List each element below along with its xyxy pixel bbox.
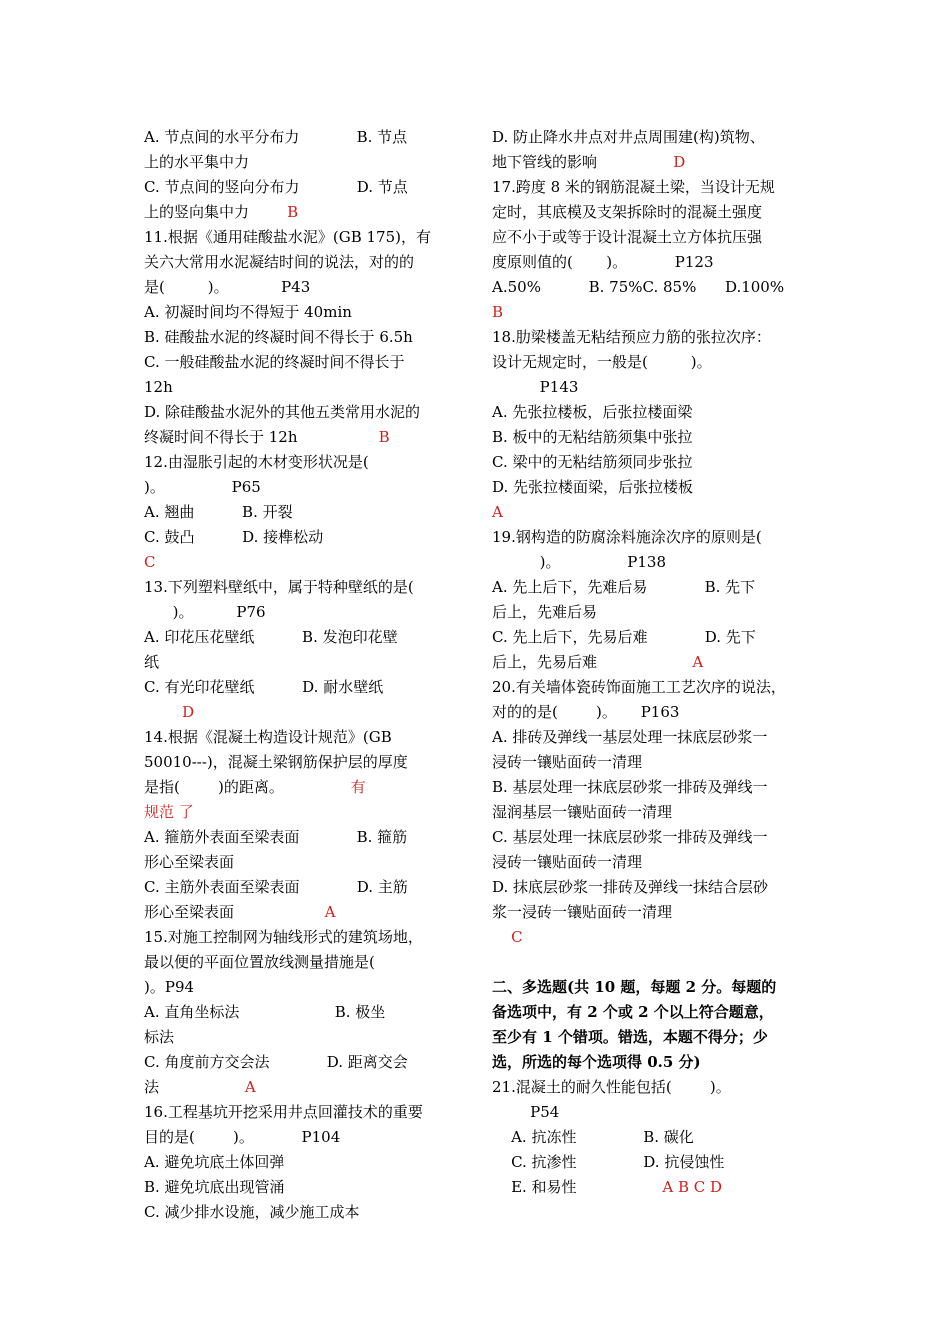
text-line bbox=[144, 675, 459, 700]
text-line bbox=[492, 1025, 814, 1050]
text-line bbox=[144, 700, 459, 725]
text-line bbox=[144, 1075, 459, 1100]
line-text: 12.由湿胀引起的木材变形状况是( bbox=[144, 453, 369, 471]
text-line bbox=[144, 600, 459, 625]
answer-mark: C bbox=[144, 553, 156, 571]
text-line bbox=[492, 500, 814, 525]
text-line bbox=[144, 1025, 459, 1050]
line-text: C. 鼓凸 D. 接榫松动 bbox=[144, 528, 324, 546]
line-text: C. 一般硅酸盐水泥的终凝时间不得长于 bbox=[144, 353, 405, 371]
line-text: 16.工程基坑开挖采用井点回灌技术的重要 bbox=[144, 1103, 423, 1121]
line-text: B. 避免坑底出现管涌 bbox=[144, 1178, 285, 1196]
line-text: 二、多选题(共 10 题，每题 2 分。每题的 bbox=[492, 978, 777, 996]
line-text: C. 有光印花壁纸 D. 耐水壁纸 bbox=[144, 678, 384, 696]
answer-mark: A bbox=[492, 503, 503, 521]
answer-mark: A B C D bbox=[576, 1178, 723, 1196]
text-line bbox=[492, 375, 814, 400]
text-line bbox=[144, 550, 459, 575]
line-text: )。 P65 bbox=[144, 478, 261, 496]
line-text: A. 箍筋外表面至梁表面 B. 箍筋 bbox=[144, 828, 408, 846]
text-line bbox=[492, 400, 814, 425]
text-line bbox=[144, 1050, 459, 1075]
line-text: C. 梁中的无粘结筋须同步张拉 bbox=[492, 453, 693, 471]
line-text: 至少有 1 个错项。错选，本题不得分；少 bbox=[492, 1028, 768, 1046]
text-line bbox=[492, 300, 814, 325]
text-line bbox=[144, 525, 459, 550]
line-text: 形心至梁表面 bbox=[144, 853, 235, 871]
text-line bbox=[144, 150, 459, 175]
line-text: A. 初凝时间均不得短于 40min bbox=[144, 303, 352, 321]
line-text: )。P94 bbox=[144, 978, 195, 996]
line-text: C. 主筋外表面至梁表面 D. 主筋 bbox=[144, 878, 408, 896]
line-text: 18.肋梁楼盖无粘结预应力筋的张拉次序： bbox=[492, 328, 771, 346]
line-text: 度原则值的( )。 P123 bbox=[492, 253, 714, 271]
text-line bbox=[492, 1100, 814, 1125]
right-column bbox=[492, 125, 814, 1200]
line-text: 终凝时间不得长于 12h bbox=[144, 428, 298, 446]
text-line bbox=[144, 375, 459, 400]
line-text: 15.对施工控制网为轴线形式的建筑场地， bbox=[144, 928, 423, 946]
text-line bbox=[144, 975, 459, 1000]
text-line bbox=[144, 475, 459, 500]
text-line bbox=[144, 925, 459, 950]
text-line bbox=[492, 450, 814, 475]
text-line bbox=[492, 325, 814, 350]
line-text: D. 先张拉楼面梁，后张拉楼板 bbox=[492, 478, 694, 496]
text-line bbox=[144, 575, 459, 600]
line-text: 湿润基层一镶贴面砖一清理 bbox=[492, 803, 673, 821]
line-text: P54 bbox=[492, 1103, 560, 1121]
text-line bbox=[144, 225, 459, 250]
line-text: 定时，其底模及支架拆除时的混凝土强度 bbox=[492, 203, 763, 221]
text-line bbox=[144, 1100, 459, 1125]
line-text: 14.根据《混凝土构造设计规范》(GB bbox=[144, 728, 392, 746]
line-text: 17.跨度 8 米的钢筋混凝土梁，当设计无规 bbox=[492, 178, 775, 196]
text-line bbox=[492, 600, 814, 625]
text-line bbox=[144, 1150, 459, 1175]
line-text: A. 抗冻性 B. 碳化 bbox=[492, 1128, 694, 1146]
line-text: A. 排砖及弹线一基层处理一抹底层砂浆一 bbox=[492, 728, 768, 746]
text-line bbox=[492, 200, 814, 225]
text-line bbox=[144, 775, 459, 800]
text-line bbox=[492, 425, 814, 450]
text-line bbox=[144, 875, 459, 900]
answer-mark: C bbox=[492, 928, 523, 946]
line-text: 后上，先难后易 bbox=[492, 603, 598, 621]
line-text: 浆一浸砖一镶贴面砖一清理 bbox=[492, 903, 673, 921]
text-line bbox=[492, 675, 814, 700]
text-line bbox=[492, 1075, 814, 1100]
text-line bbox=[492, 125, 814, 150]
text-line bbox=[144, 125, 459, 150]
text-line bbox=[492, 250, 814, 275]
text-line bbox=[144, 1200, 459, 1225]
text-line bbox=[492, 825, 814, 850]
text-line bbox=[492, 800, 814, 825]
line-text: 是( )。 P43 bbox=[144, 278, 311, 296]
line-text: B. 基层处理一抹底层砂浆一排砖及弹线一 bbox=[492, 778, 768, 796]
line-text: 应不小于或等于设计混凝土立方体抗压强 bbox=[492, 228, 763, 246]
text-line bbox=[144, 800, 459, 825]
text-line bbox=[492, 750, 814, 775]
line-text: 法 bbox=[144, 1078, 160, 1096]
line-text: C. 抗渗性 D. 抗侵蚀性 bbox=[492, 1153, 725, 1171]
text-line bbox=[144, 900, 459, 925]
answer-mark: D bbox=[144, 703, 195, 721]
line-text: 形心至梁表面 bbox=[144, 903, 235, 921]
text-line bbox=[144, 625, 459, 650]
text-line bbox=[144, 1125, 459, 1150]
line-text: P143 bbox=[492, 378, 579, 396]
text-line bbox=[492, 225, 814, 250]
text-line bbox=[492, 625, 814, 650]
text-line bbox=[492, 175, 814, 200]
text-line bbox=[492, 650, 814, 675]
line-text: A. 印花压花壁纸 B. 发泡印花壁 bbox=[144, 628, 398, 646]
text-line bbox=[144, 200, 459, 225]
text-line bbox=[144, 850, 459, 875]
answer-mark: 有 bbox=[283, 778, 366, 796]
line-text: 最以便的平面位置放线测量措施是( bbox=[144, 953, 375, 971]
text-line bbox=[144, 1000, 459, 1025]
line-text: 对的的是( )。 P163 bbox=[492, 703, 680, 721]
line-text: B. 板中的无粘结筋须集中张拉 bbox=[492, 428, 693, 446]
text-line bbox=[144, 300, 459, 325]
line-text: 浸砖一镶贴面砖一清理 bbox=[492, 753, 643, 771]
line-text: 标法 bbox=[144, 1028, 175, 1046]
line-text: 后上，先易后难 bbox=[492, 653, 598, 671]
line-text: 上的竖向集中力 bbox=[144, 203, 250, 221]
text-line bbox=[144, 450, 459, 475]
text-line bbox=[492, 1125, 814, 1150]
text-line bbox=[144, 950, 459, 975]
line-text: A. 避免坑底土体回弹 bbox=[144, 1153, 285, 1171]
line-text: 是指( )的距离。 bbox=[144, 778, 284, 796]
text-line bbox=[144, 250, 459, 275]
text-line bbox=[492, 150, 814, 175]
text-line bbox=[492, 350, 814, 375]
answer-mark: B bbox=[249, 203, 299, 221]
answer-mark: B bbox=[297, 428, 390, 446]
line-text: A.50% B. 75%C. 85% D.100% bbox=[492, 278, 785, 296]
answer-mark: D bbox=[597, 153, 686, 171]
text-line bbox=[492, 1150, 814, 1175]
text-line bbox=[492, 850, 814, 875]
line-text: 11.根据《通用硅酸盐水泥》(GB 175)，有 bbox=[144, 228, 431, 246]
answer-mark: 规范 了 bbox=[144, 803, 194, 821]
line-text: B. 硅酸盐水泥的终凝时间不得长于 6.5h bbox=[144, 328, 413, 346]
line-text: A. 直角坐标法 B. 极坐 bbox=[144, 1003, 386, 1021]
text-line bbox=[492, 900, 814, 925]
text-line bbox=[144, 1175, 459, 1200]
text-line bbox=[492, 275, 814, 300]
text-line bbox=[144, 650, 459, 675]
text-line bbox=[492, 975, 814, 1000]
text-line bbox=[492, 725, 814, 750]
line-text: 浸砖一镶贴面砖一清理 bbox=[492, 853, 643, 871]
line-text: 目的是( )。 P104 bbox=[144, 1128, 341, 1146]
text-line bbox=[492, 475, 814, 500]
line-text: 选，所选的每个选项得 0.5 分) bbox=[492, 1053, 701, 1071]
line-text: C. 节点间的竖向分布力 D. 节点 bbox=[144, 178, 408, 196]
line-text: C. 减少排水设施，减少施工成本 bbox=[144, 1203, 360, 1221]
line-text: D. 抹底层砂浆一排砖及弹线一抹结合层砂 bbox=[492, 878, 769, 896]
text-line bbox=[144, 725, 459, 750]
line-text: 备选项中，有 2 个或 2 个以上符合题意， bbox=[492, 1003, 774, 1021]
text-line bbox=[492, 925, 814, 950]
answer-mark: A bbox=[597, 653, 704, 671]
line-text: E. 和易性 bbox=[492, 1178, 577, 1196]
text-line bbox=[144, 750, 459, 775]
line-text: A. 先上后下，先难后易 B. 先下 bbox=[492, 578, 756, 596]
text-line bbox=[492, 1050, 814, 1075]
line-text: A. 先张拉楼板，后张拉楼面梁 bbox=[492, 403, 693, 421]
text-line bbox=[144, 425, 459, 450]
line-text: 上的水平集中力 bbox=[144, 153, 250, 171]
text-line bbox=[492, 575, 814, 600]
line-text: A. 翘曲 B. 开裂 bbox=[144, 503, 293, 521]
text-line bbox=[492, 550, 814, 575]
line-text: A. 节点间的水平分布力 B. 节点 bbox=[144, 128, 408, 146]
text-line bbox=[492, 1000, 814, 1025]
line-text: 21.混凝土的耐久性能包括( )。 bbox=[492, 1078, 731, 1096]
text-line bbox=[144, 275, 459, 300]
line-text: C. 角度前方交会法 D. 距离交会 bbox=[144, 1053, 408, 1071]
line-text: )。 P138 bbox=[492, 553, 667, 571]
line-text: D. 防止降水井点对井点周围建(构)筑物、 bbox=[492, 128, 765, 146]
line-text: D. 除硅酸盐水泥外的其他五类常用水泥的 bbox=[144, 403, 421, 421]
answer-mark: B bbox=[492, 303, 504, 321]
left-column bbox=[144, 125, 459, 1225]
line-text: 设计无规定时，一般是( )。 bbox=[492, 353, 712, 371]
line-text: )。 P76 bbox=[144, 603, 266, 621]
answer-mark: A bbox=[159, 1078, 256, 1096]
line-text: 纸 bbox=[144, 653, 160, 671]
line-text: C. 先上后下，先易后难 D. 先下 bbox=[492, 628, 756, 646]
line-text: 50010---)，混凝土梁钢筋保护层的厚度 bbox=[144, 753, 408, 771]
line-text: 13.下列塑料壁纸中，属于特种壁纸的是( bbox=[144, 578, 414, 596]
text-line bbox=[492, 1175, 814, 1200]
line-text: 地下管线的影响 bbox=[492, 153, 598, 171]
line-text: 关六大常用水泥凝结时间的说法，对的的 bbox=[144, 253, 415, 271]
text-line bbox=[144, 400, 459, 425]
line-text: 19.钢构造的防腐涂料施涂次序的原则是( bbox=[492, 528, 762, 546]
line-text: 20.有关墙体瓷砖饰面施工工艺次序的说法， bbox=[492, 678, 786, 696]
text-line bbox=[144, 500, 459, 525]
text-line bbox=[492, 775, 814, 800]
text-line bbox=[492, 525, 814, 550]
blank-line bbox=[492, 950, 814, 975]
line-text: 12h bbox=[144, 378, 173, 396]
text-line bbox=[492, 700, 814, 725]
text-line bbox=[144, 825, 459, 850]
line-text: C. 基层处理一抹底层砂浆一排砖及弹线一 bbox=[492, 828, 768, 846]
text-line bbox=[144, 325, 459, 350]
text-line bbox=[144, 175, 459, 200]
text-line bbox=[144, 350, 459, 375]
answer-mark: A bbox=[234, 903, 336, 921]
text-line bbox=[492, 875, 814, 900]
